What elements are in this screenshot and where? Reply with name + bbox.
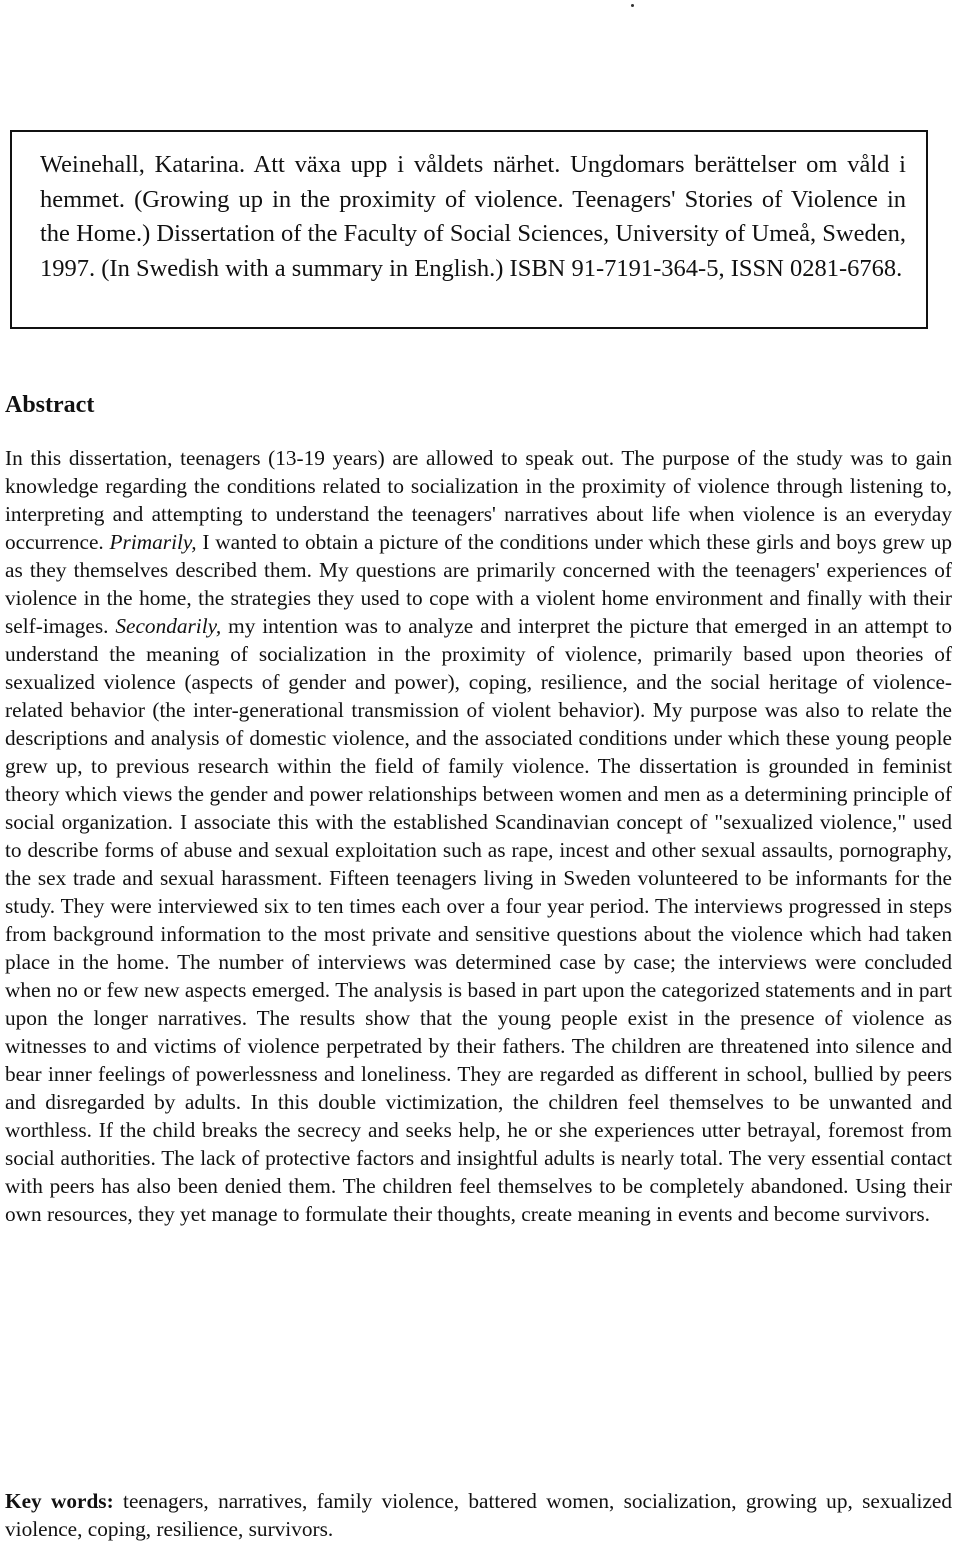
keywords-list: teenagers, narratives, family violence, battered women, socialization, growing up, sexualized violence, coping, resilience, survivors. xyxy=(5,1489,953,1541)
abstract-heading: Abstract xyxy=(5,392,95,418)
abstract-emphasis-secondarily: Secondarily, xyxy=(115,614,222,638)
keywords-label: Key words: xyxy=(5,1489,114,1513)
citation-text: Weinehall, Katarina. Att växa upp i våldets närhet. Ungdomars berättelser om våld i hemmet. (Growing up in the proximity of violence. Teenagers' Stories of Violence in the Home.) Dissertation of the Faculty of Social Sciences, University of Umeå, Sweden, 1997. (In Swedish with a summary in English.) ISBN 91-7191-364-5, ISSN 0281-6768. xyxy=(40,151,906,282)
citation-box xyxy=(10,130,928,329)
keywords-paragraph xyxy=(5,1487,952,1543)
abstract-text-part-2: I wanted to obtain a picture of the conditions under which these girls and boys grew up as they themselves described them. My questions are primarily concerned with the teenagers' experiences of violence in the home, the strategies they used to cope with a violent home environment and finally with their self-images. xyxy=(5,530,952,638)
abstract-text-part-1: In this dissertation, teenagers (13-19 years) are allowed to speak out. The purpose of the study was to gain knowledge regarding the conditions related to socialization in the proximity of violence through listening to, interpreting and attempting to understand the teenagers' narratives about life when violence is an everyday occurrence. xyxy=(5,446,952,554)
abstract-text-part-3: my intention was to analyze and interpret the picture that emerged in an attempt to understand the meaning of socialization in the proximity of violence, primarily based upon theories of sexualized violence (aspects of gender and power), coping, resilience, and the social heritage of violence-related behavior (the inter-generational transmission of violent behavior). My purpose was also to relate the descriptions and analysis of domestic violence, and the associated conditions under which these young people grew up, to previous research within the field of family violence. The dissertation is grounded in feminist theory which views the gender and power relationships between women and men as a determining principle of social organization. I associate this with the established Scandinavian concept of "sexualized violence," used to describe forms of abuse and sexual exploitation such as rape, incest and other sexual assaults, pornography, the sex trade and sexual harassment. Fifteen teenagers living in Sweden volunteered to be informants for the study. They were interviewed six to ten times each over a four year period. The interviews progressed in steps from background information to the most private and sensitive questions about the violence which had taken place in the home. The number of interviews was determined case by case; the interviews were concluded when no or few new aspects emerged. The analysis is based in part upon the categorized statements and in part upon the longer narratives. The results show that the young people exist in the presence of violence as witnesses to and victims of violence perpetrated by their fathers. The children are threatened into silence and bear inner feelings of powerlessness and loneliness. They are regarded as different in school, bullied by peers and disregarded by adults. In this double victimization, the children feel themselves to be unwanted and worthless. If the child breaks the secrecy and seeks help, he or she experiences utter betrayal, foremost from social authorities. The lack of protective factors and insightful adults is nearly total. The very essential contact with peers has also been denied them. The children feel themselves to be completely abandoned. Using their own resources, they yet manage to formulate their thoughts, create meaning in events and become survivors. xyxy=(5,614,952,1226)
scan-speck xyxy=(631,4,634,7)
abstract-emphasis-primarily: Primarily, xyxy=(109,530,197,554)
abstract-paragraph xyxy=(5,444,952,1228)
